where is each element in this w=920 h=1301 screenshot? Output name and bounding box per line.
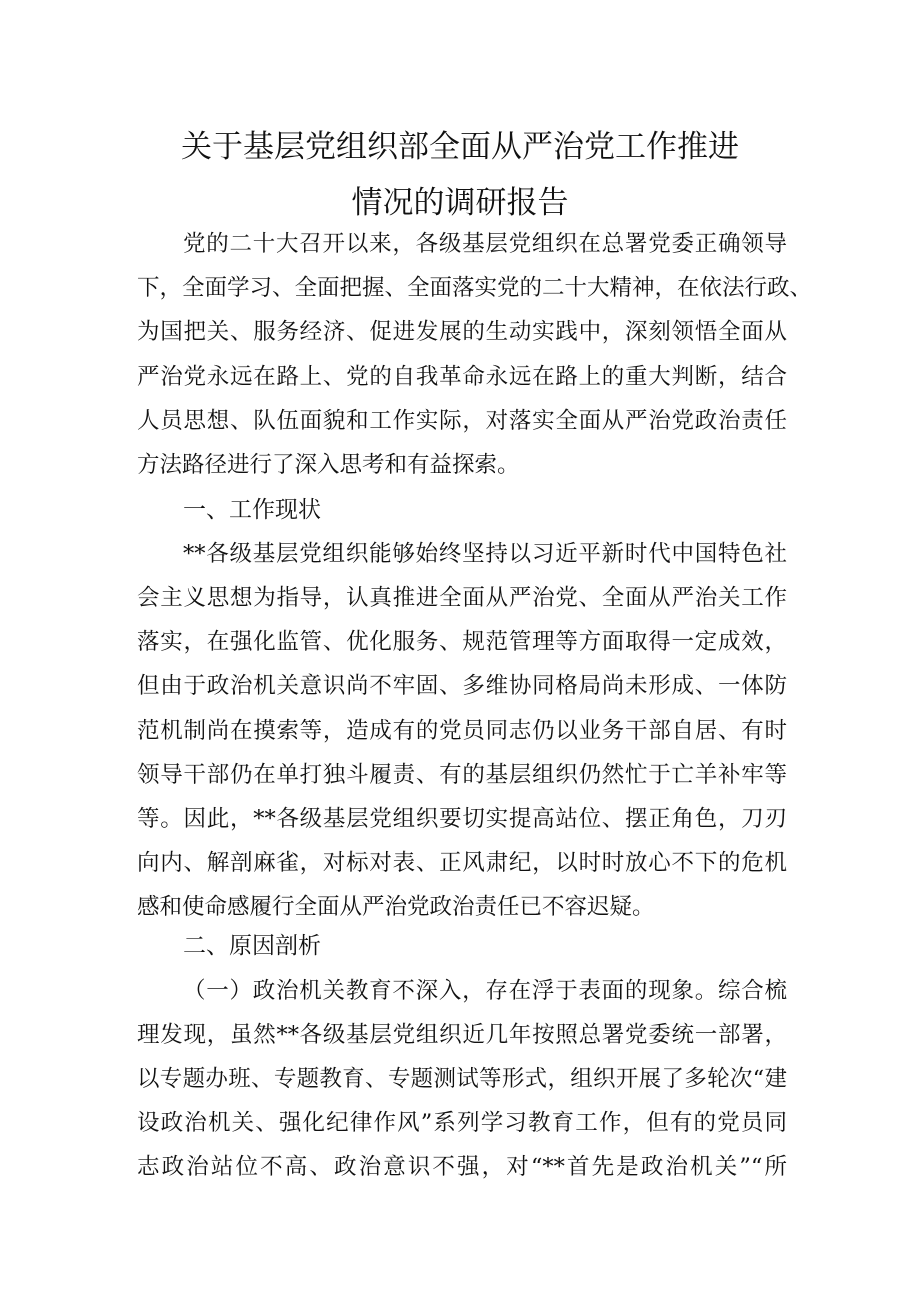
section-1-line-2: 会主义思想为指导，认真推进全面从严治党、全面从严治关工作	[137, 585, 787, 611]
section-2-line-1: （一）政治机关教育不深入，存在浮于表面的现象。综合梳	[183, 978, 787, 1004]
intro-line-2: 下，全面学习、全面把握、全面落实党的二十大精神，在依法行政、	[137, 275, 813, 301]
intro-line-4: 严治党永远在路上、党的自我革命永远在路上的重大判断，结合	[137, 364, 787, 390]
section-2-line-3: 以专题办班、专题教育、专题测试等形式，组织开展了多轮次“建	[137, 1066, 787, 1092]
intro-line-1: 党的二十大召开以来，各级基层党组织在总署党委正确领导	[183, 231, 787, 257]
section-1-line-4: 但由于政治机关意识尚不牢固、多维协同格局尚未形成、一体防	[137, 673, 787, 699]
section-2-line-4: 设政治机关、强化纪律作风”系列学习教育工作，但有的党员同	[137, 1110, 787, 1136]
section-1-heading: 一、工作现状	[183, 497, 321, 523]
section-1-line-5: 范机制尚在摸索等，造成有的党员同志仍以业务干部自居、有时	[137, 718, 787, 744]
section-1-line-1: **各级基层党组织能够始终坚持以习近平新时代中国特色社	[183, 541, 787, 567]
intro-line-5: 人员思想、队伍面貌和工作实际，对落实全面从严治党政治责任	[137, 408, 787, 434]
document-title-line-2: 情况的调研报告	[351, 185, 569, 221]
section-1-line-6: 领导干部仍在单打独斗履责、有的基层组织仍然忙于亡羊补牢等	[137, 762, 787, 788]
intro-line-6: 方法路径进行了深入思考和有益探索。	[137, 452, 520, 478]
section-1-line-3: 落实，在强化监管、优化服务、规范管理等方面取得一定成效，	[137, 629, 787, 655]
document-title-line-1: 关于基层党组织部全面从严治党工作推进	[181, 129, 739, 165]
section-1-line-8: 向内、解剖麻雀，对标对表、正风肃纪，以时时放心不下的危机	[137, 850, 787, 876]
section-2-heading: 二、原因剖析	[183, 933, 321, 959]
section-1-line-9: 感和使命感履行全面从严治党政治责任已不容迟疑。	[137, 894, 655, 920]
intro-line-3: 为国把关、服务经济、促进发展的生动实践中，深刻领悟全面从	[137, 319, 787, 345]
section-1-line-7: 等。因此，**各级基层党组织要切实提高站位、摆正角色，刀刃	[137, 806, 787, 832]
section-2-line-2: 理发现，虽然**各级基层党组织近几年按照总署党委统一部署，	[137, 1022, 787, 1048]
section-2-line-5: 志政治站位不高、政治意识不强，对“**首先是政治机关”“所	[137, 1154, 787, 1180]
